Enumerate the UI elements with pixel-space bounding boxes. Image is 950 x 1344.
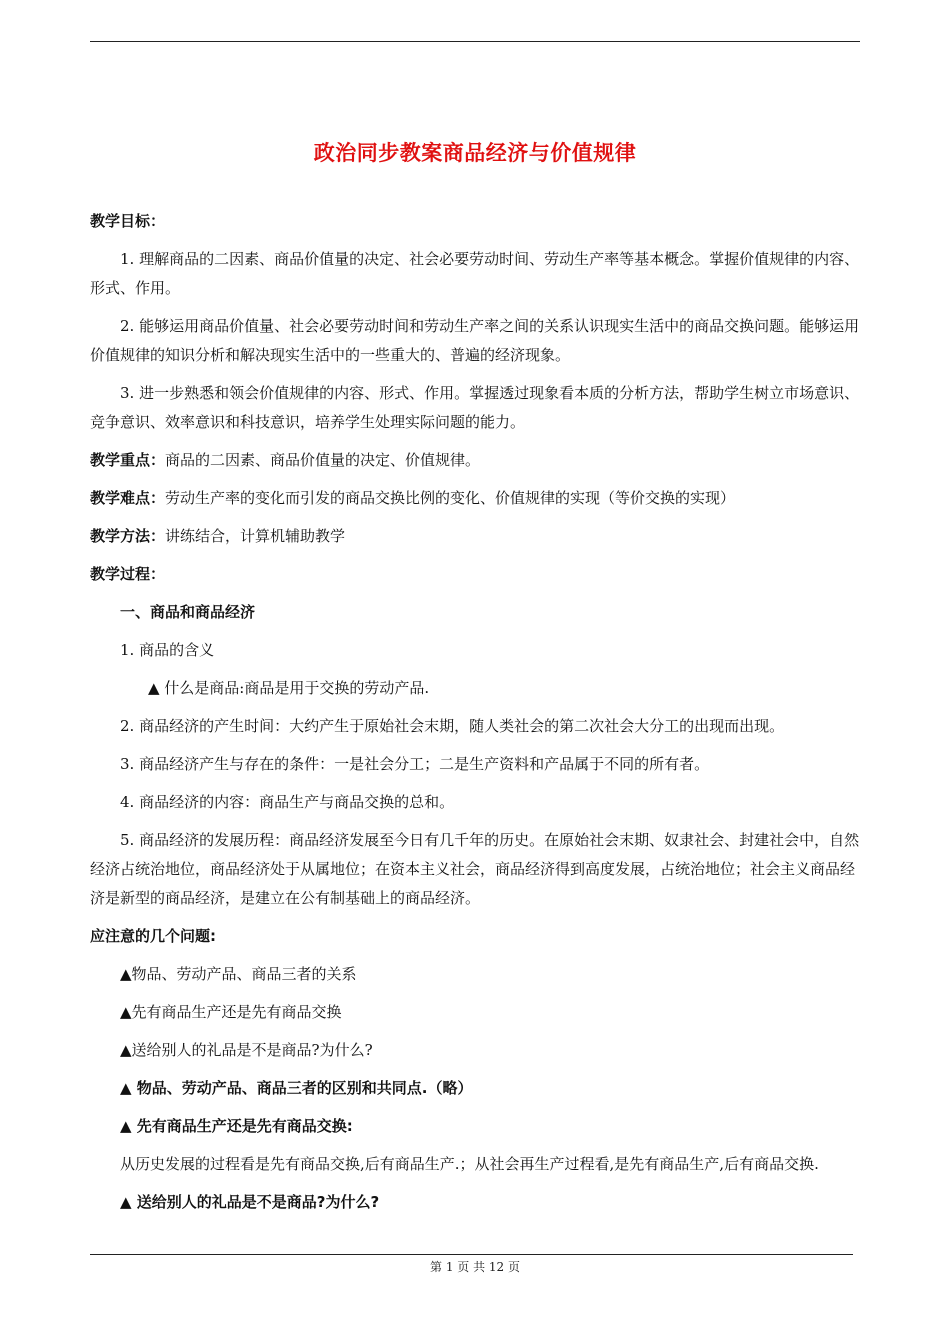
question-1: ▲ 物品、劳动产品、商品三者的区别和共同点.（略） (120, 1079, 473, 1097)
note-3: ▲送给别人的礼品是不是商品?为什么? (120, 1041, 373, 1059)
document-body (90, 207, 862, 1226)
section-1-title: 一、商品和商品经济 (120, 603, 256, 621)
notes-heading: 应注意的几个问题: (90, 927, 216, 945)
note-2: ▲先有商品生产还是先有商品交换 (120, 1003, 342, 1021)
difficulties (90, 484, 862, 513)
difficulties-label: 教学难点： (90, 489, 166, 507)
key-points-label: 教学重点： (90, 451, 166, 469)
goals-heading: 教学目标： (90, 212, 166, 230)
item-2: 2. 商品经济的产生时间：大约产生于原始社会末期，随人类社会的第二次社会大分工的出现而出现。 (120, 717, 785, 735)
methods-text: 讲练结合，计算机辅助教学 (165, 527, 346, 545)
footer-rule (90, 1254, 853, 1255)
methods (90, 522, 862, 551)
goal-3: 3. 进一步熟悉和领会价值规律的内容、形式、作用。掌握透过现象看本质的分析方法，帮助学生树立市场意识、竞争意识、效率意识和科技意识，培养学生处理实际问题的能力。 (90, 384, 860, 431)
document-title: 政治同步教案商品经济与价值规律 (313, 141, 637, 165)
key-points-text: 商品的二因素、商品价值量的决定、价值规律。 (165, 451, 481, 469)
item-1-sub: ▲ 什么是商品:商品是用于交换的劳动产品. (148, 679, 430, 697)
question-2-answer: 从历史发展的过程看是先有商品交换,后有商品生产.；从社会再生产过程看,是先有商品生产,后有商品交换. (120, 1155, 819, 1173)
methods-label: 教学方法： (90, 527, 166, 545)
item-5: 5. 商品经济的发展历程：商品经济发展至今日有几千年的历史。在原始社会末期、奴隶社会、封建社会中，自然经济占统治地位，商品经济处于从属地位；在资本主义社会，商品经济得到高度发展，占统治地位；社会主义商品经济是新型的商品经济，是建立在公有制基础上的商品经济。 (90, 831, 860, 907)
header-rule (90, 41, 860, 42)
question-3: ▲ 送给别人的礼品是不是商品?为什么? (120, 1193, 380, 1211)
key-points (90, 446, 862, 475)
page-footer: 第 1 页 共 12 页 (430, 1260, 520, 1274)
goal-1: 1. 理解商品的二因素、商品价值量的决定、社会必要劳动时间、劳动生产率等基本概念。掌握价值规律的内容、形式、作用。 (90, 250, 860, 297)
item-4: 4. 商品经济的内容：商品生产与商品交换的总和。 (120, 793, 455, 811)
item-3: 3. 商品经济产生与存在的条件：一是社会分工；二是生产资料和产品属于不同的所有者。 (120, 755, 710, 773)
item-1: 1. 商品的含义 (120, 641, 215, 659)
difficulties-text: 劳动生产率的变化而引发的商品交换比例的变化、价值规律的实现（等价交换的实现） (165, 489, 736, 507)
goal-2: 2. 能够运用商品价值量、社会必要劳动时间和劳动生产率之间的关系认识现实生活中的商品交换问题。能够运用价值规律的知识分析和解决现实生活中的一些重大的、普遍的经济现象。 (90, 317, 860, 364)
question-2: ▲ 先有商品生产还是先有商品交换: (120, 1117, 353, 1135)
process-heading: 教学过程： (90, 565, 166, 583)
note-1: ▲物品、劳动产品、商品三者的关系 (120, 965, 357, 983)
